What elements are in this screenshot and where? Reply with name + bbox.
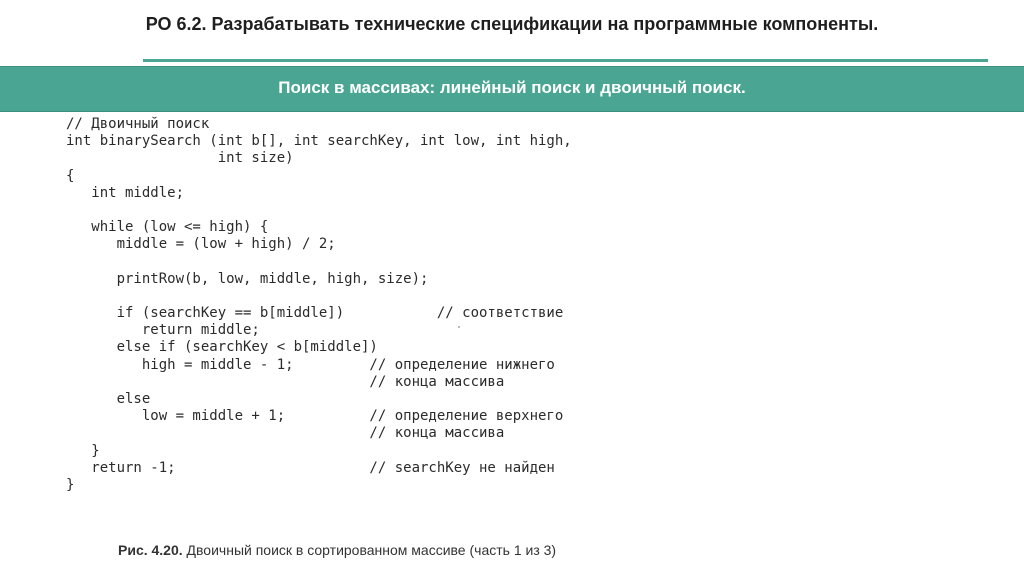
code-line: } bbox=[66, 442, 100, 459]
code-line: else bbox=[66, 391, 151, 407]
code-listing bbox=[66, 116, 572, 494]
code-line: low = middle + 1; // определение верхнего bbox=[66, 408, 564, 425]
code-line: printRow(b, low, middle, high, size); bbox=[66, 270, 429, 287]
code-line: middle = (low + high) / 2; bbox=[66, 236, 336, 253]
code-line: while (low <= high) { bbox=[66, 219, 269, 236]
code-line: high = middle - 1; // определение нижнего bbox=[66, 356, 555, 373]
figure-caption-text: Двоичный поиск в сортированном массиве (часть 1 из 3) bbox=[186, 542, 557, 558]
code-line: int binarySearch (int b[], int searchKey, int low, int high, bbox=[66, 133, 572, 150]
figure-caption bbox=[118, 542, 556, 558]
code-line bbox=[66, 288, 572, 305]
code-line bbox=[66, 254, 572, 271]
code-line: return middle; bbox=[66, 322, 260, 339]
code-line: return -1; // searchKey не найден bbox=[66, 459, 555, 476]
banner-text: Поиск в массивах: линейный поиск и двоичный поиск. bbox=[278, 78, 746, 97]
code-line: else if (searchKey < b[middle]) bbox=[66, 339, 378, 356]
slide-title: РО 6.2. Разрабатывать технические спецификации на программные компоненты. bbox=[145, 14, 879, 34]
code-line bbox=[66, 202, 572, 219]
section-banner bbox=[0, 66, 1024, 112]
title-underline bbox=[143, 59, 988, 62]
code-line: { bbox=[66, 167, 75, 184]
code-line: // конца массива bbox=[66, 373, 505, 390]
code-line: // Двоичный поиск bbox=[66, 116, 210, 132]
figure-caption-label: Рис. 4.20. bbox=[118, 542, 183, 558]
code-line: int size) bbox=[66, 150, 294, 167]
code-line: int middle; bbox=[66, 184, 185, 201]
code-line: // конца массива bbox=[66, 425, 505, 442]
code-line: } bbox=[66, 476, 75, 493]
code-line: if (searchKey == b[middle]) // соответствие bbox=[66, 305, 564, 322]
scan-artifact bbox=[458, 326, 460, 328]
